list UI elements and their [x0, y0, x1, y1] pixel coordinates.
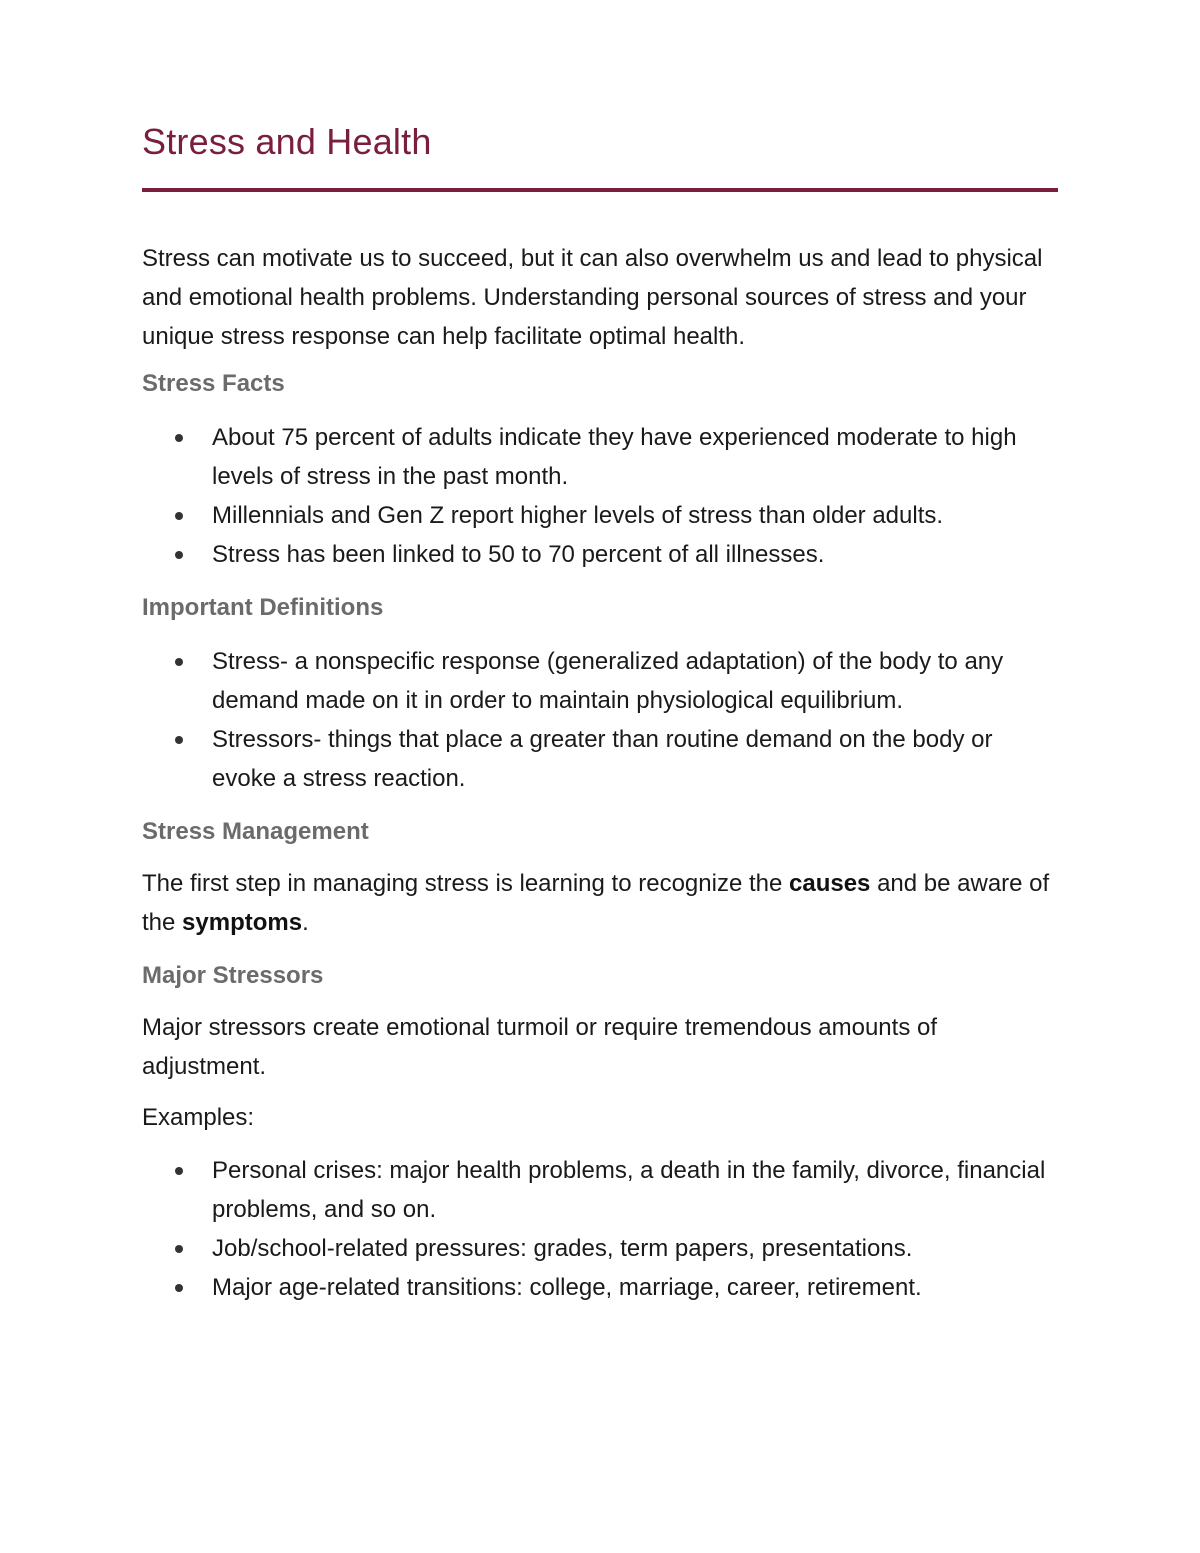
list-item — [142, 720, 1058, 798]
list-item — [142, 1151, 1058, 1229]
list-item-text: Personal crises: major health problems, a death in the family, divorce, financial problems, and so on. — [212, 1157, 1046, 1223]
page-title: Stress and Health — [142, 121, 432, 162]
list-item-text: About 75 percent of adults indicate they have experienced moderate to high levels of stress in the past month. — [212, 424, 1017, 490]
list-item — [142, 1229, 1058, 1268]
management-text-start: The first step in managing stress is learning to recognize the — [142, 870, 789, 897]
stress-facts-list — [142, 418, 1058, 574]
list-item-text: Job/school-related pressures: grades, term papers, presentations. — [212, 1235, 913, 1262]
bullet-icon — [175, 434, 183, 442]
examples-list — [142, 1151, 1058, 1307]
list-item — [142, 496, 1058, 535]
definitions-list — [142, 642, 1058, 798]
list-item — [142, 642, 1058, 720]
list-item-text: Millennials and Gen Z report higher levels of stress than older adults. — [212, 502, 944, 529]
management-text-end: . — [302, 909, 309, 936]
list-item-text: Stress has been linked to 50 to 70 percent of all illnesses. — [212, 541, 825, 568]
list-item — [142, 1268, 1058, 1307]
list-item-text: Major age-related transitions: college, marriage, career, retirement. — [212, 1274, 922, 1301]
causes-emphasis: causes — [789, 870, 871, 897]
title-divider — [142, 188, 1058, 192]
bullet-icon — [175, 1284, 183, 1292]
bullet-icon — [175, 658, 183, 666]
stress-management-paragraph — [142, 864, 1058, 942]
stress-facts-heading: Stress Facts — [142, 370, 285, 397]
list-item — [142, 535, 1058, 574]
bullet-icon — [175, 551, 183, 559]
bullet-icon — [175, 512, 183, 520]
major-stressors-heading: Major Stressors — [142, 962, 324, 989]
list-item-text: Stress- a nonspecific response (generalized adaptation) of the body to any demand made on it in order to maintain physiological equilibrium. — [212, 648, 1004, 714]
list-item — [142, 418, 1058, 496]
stress-management-heading: Stress Management — [142, 818, 369, 845]
symptoms-emphasis: symptoms — [182, 909, 303, 936]
intro-paragraph: Stress can motivate us to succeed, but it can also overwhelm us and lead to physical and emotional health problems. Understanding personal sources of stress and your unique stress response can help facilitate optimal health. — [142, 245, 1043, 350]
document-page — [142, 118, 1058, 1307]
major-stressors-paragraph: Major stressors create emotional turmoil or require tremendous amounts of adjustment. — [142, 1014, 937, 1080]
bullet-icon — [175, 1245, 183, 1253]
examples-label: Examples: — [142, 1104, 255, 1131]
list-item-text: Stressors- things that place a greater than routine demand on the body or evoke a stress reaction. — [212, 726, 993, 792]
management-text-middle: and be aware of the — [142, 870, 1050, 936]
important-definitions-heading: Important Definitions — [142, 594, 384, 621]
bullet-icon — [175, 736, 183, 744]
bullet-icon — [175, 1167, 183, 1175]
